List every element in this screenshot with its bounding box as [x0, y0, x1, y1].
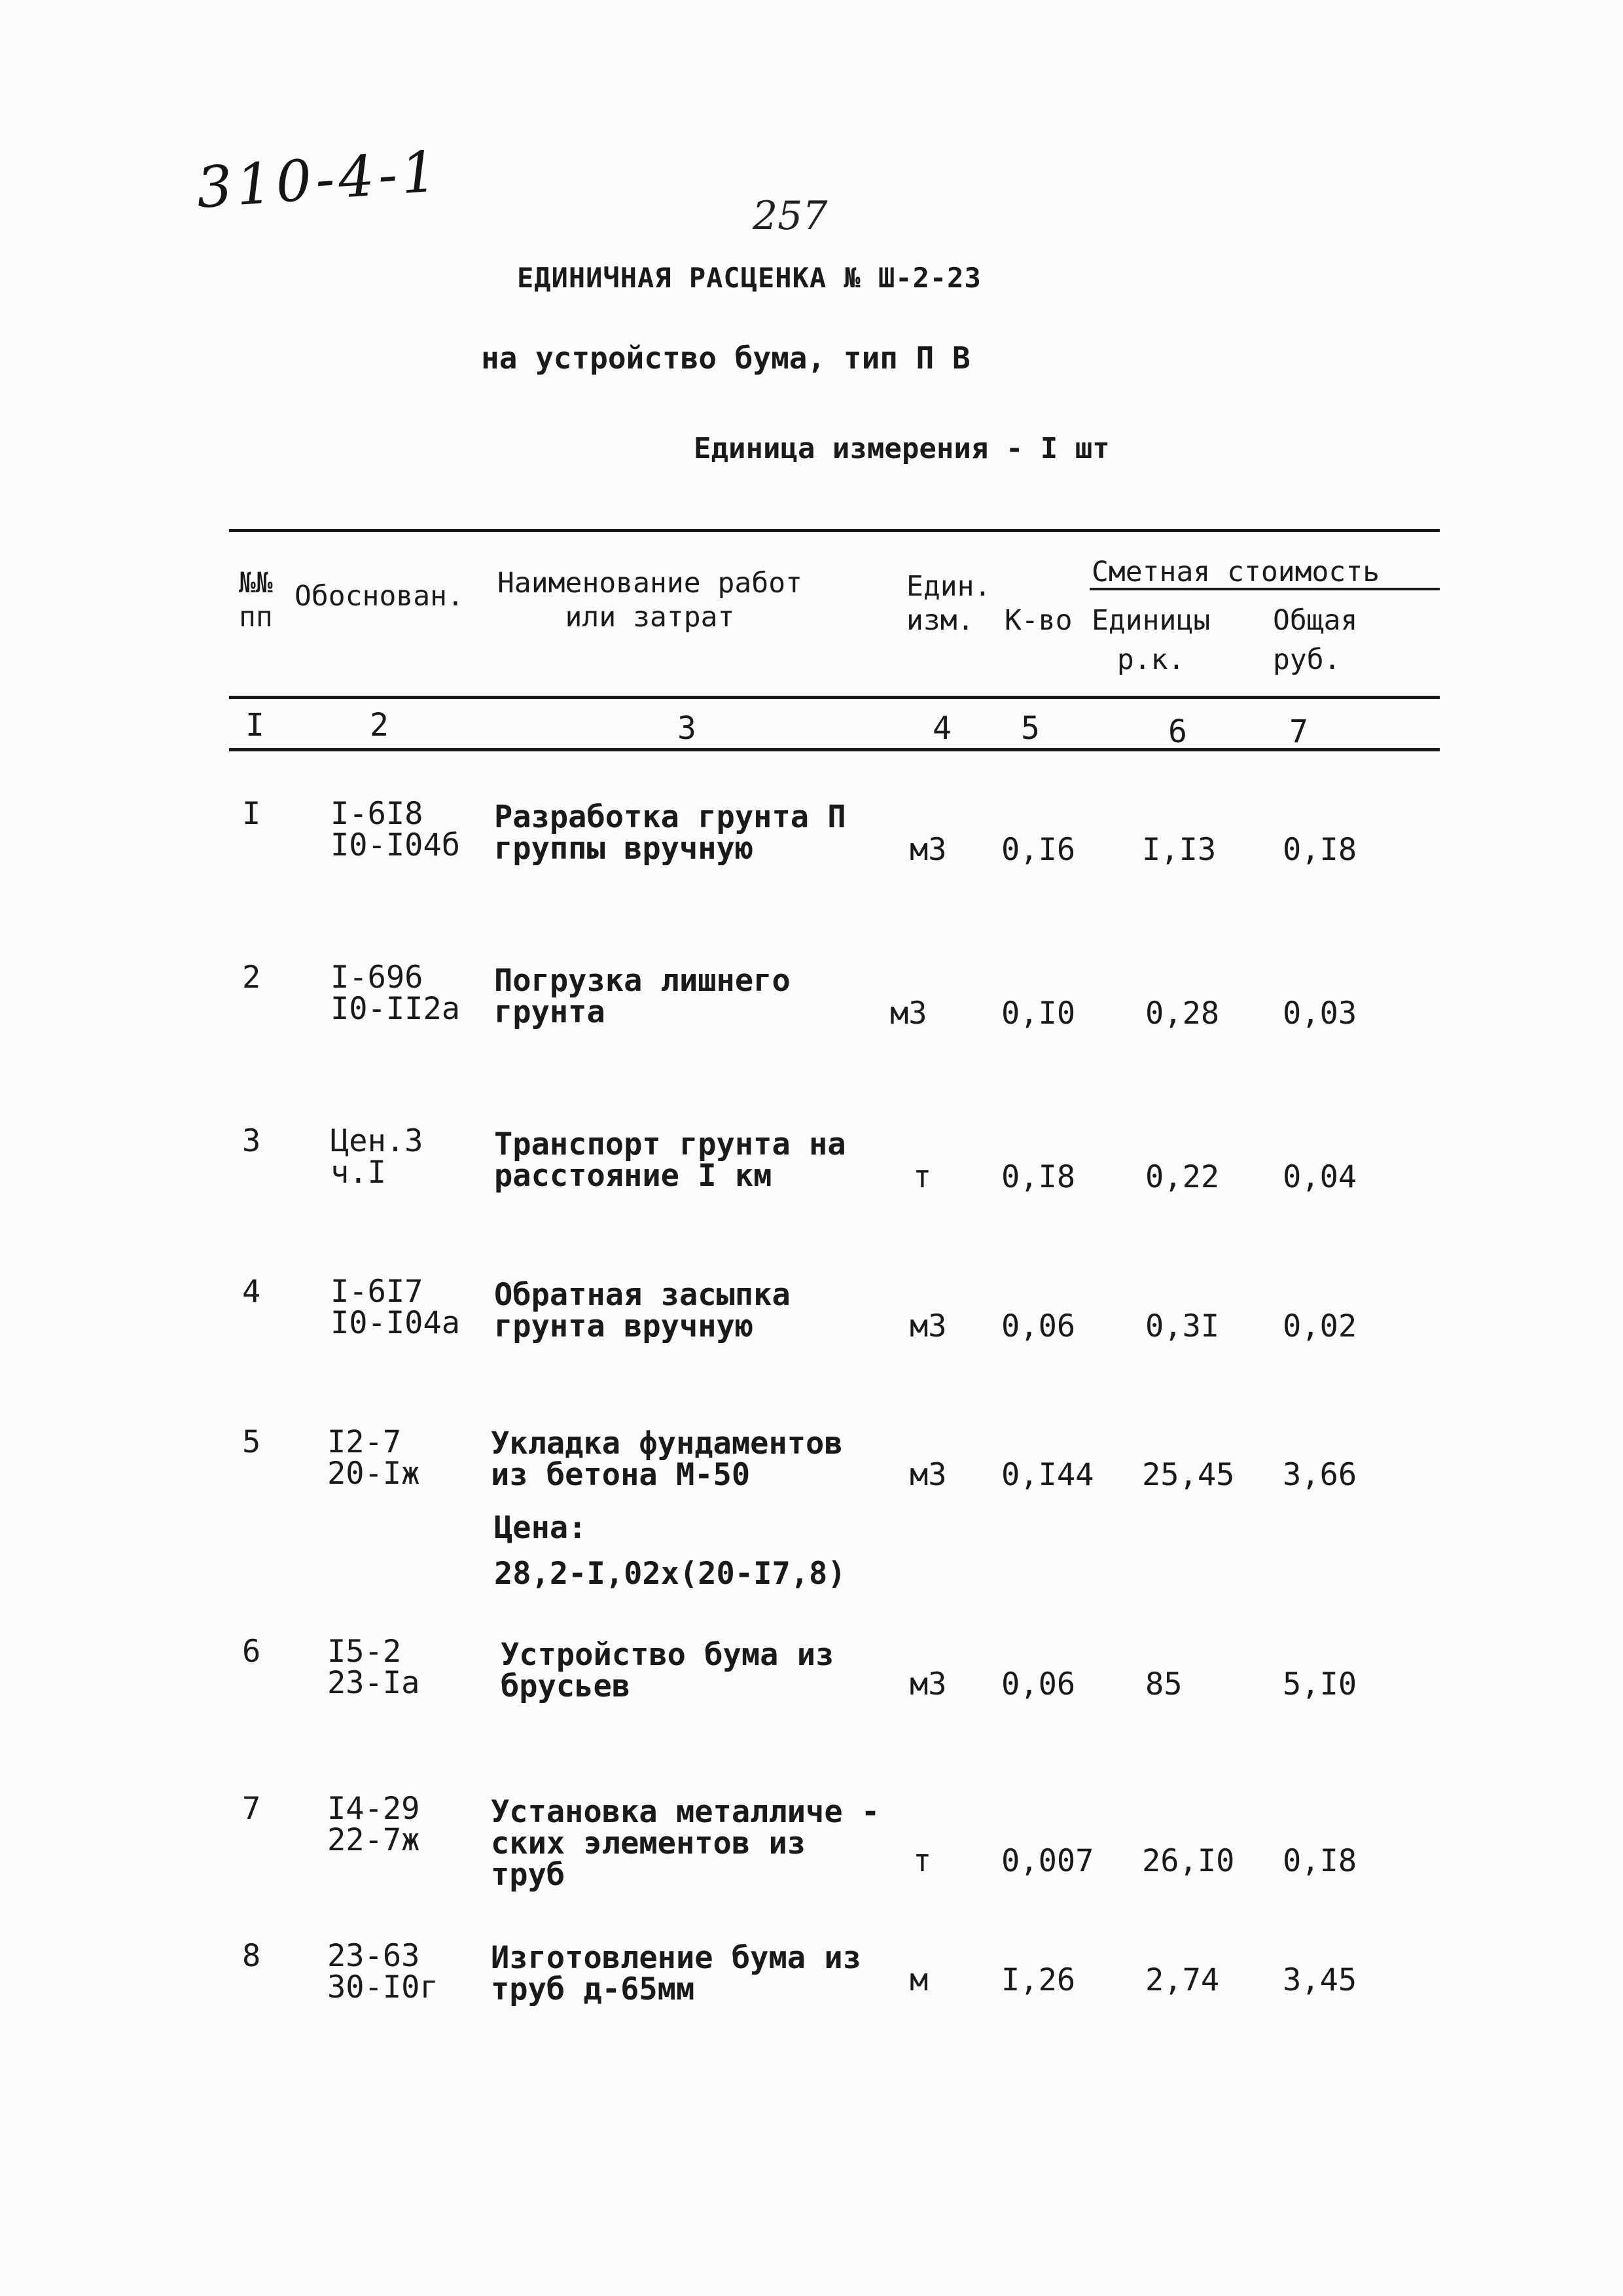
row-price-note-formula: 28,2-I,02х(20-I7,8)	[494, 1556, 846, 1592]
row-name-line1: Установка металличе -	[491, 1794, 880, 1830]
row-unit-price: 26,I0	[1142, 1843, 1235, 1879]
row-basis-line1: I4-29	[327, 1791, 420, 1827]
row-quantity: 0,I44	[1001, 1457, 1094, 1493]
row-name-line2: ских элементов из	[491, 1825, 806, 1861]
row-basis-line1: Цен.3	[330, 1123, 423, 1159]
row-basis	[330, 962, 460, 1025]
row-name-line1: Укладка фундаментов	[491, 1426, 843, 1462]
unit-of-measure-line: Единица измерения - I шт	[694, 432, 1110, 465]
row-unit-price: 2,74	[1145, 1962, 1220, 1998]
row-name	[494, 965, 791, 1028]
handwritten-code: 310-4-1	[194, 139, 443, 221]
row-name-line2: труб д-65мм	[491, 1971, 695, 2007]
header-unit-cost-line1: Единицы	[1092, 604, 1211, 637]
header-num-line1: №№	[239, 567, 273, 600]
row-basis	[330, 1123, 423, 1191]
row-number: 4	[242, 1274, 261, 1310]
row-name-line3: труб	[491, 1857, 565, 1893]
header-unit-cost	[1092, 603, 1210, 677]
column-number: 5	[1021, 710, 1040, 747]
row-basis-line1: I5-2	[327, 1634, 402, 1670]
row-name-line2: грунта вручную	[494, 1308, 754, 1344]
row-number: I	[242, 796, 261, 832]
row-basis-line2: I0-I04б	[330, 827, 461, 863]
row-unit: т	[913, 1159, 932, 1195]
header-unit-line2: изм.	[906, 604, 974, 637]
row-name	[491, 1794, 880, 1893]
header-name-line2: или затрат	[565, 601, 735, 634]
row-name-line1: Разработка грунта П	[494, 799, 846, 835]
column-number: 4	[933, 710, 952, 747]
column-number: 7	[1289, 713, 1308, 750]
row-name-line2: группы вручную	[494, 831, 754, 867]
row-name	[501, 1637, 834, 1704]
header-unit	[906, 569, 991, 637]
column-number: I	[245, 707, 264, 744]
row-number: 8	[242, 1938, 261, 1974]
row-name-line1: Транспорт грунта на	[494, 1126, 846, 1162]
row-basis	[327, 1793, 419, 1856]
row-total: 0,03	[1283, 996, 1357, 1031]
row-name-line2: грунта	[494, 994, 605, 1030]
document-subtitle: на устройство бума, тип П В	[481, 340, 971, 376]
row-quantity: 0,007	[1001, 1843, 1094, 1879]
row-quantity: 0,I0	[1001, 996, 1076, 1031]
row-basis-line2: 20-Iж	[327, 1456, 420, 1492]
document-title: ЕДИНИЧНАЯ РАСЦЕНКА № Ш-2-23	[517, 262, 982, 294]
row-basis	[327, 1424, 420, 1492]
row-name	[491, 1940, 861, 2007]
row-number: 2	[242, 960, 261, 996]
header-qty: К-во	[1005, 604, 1073, 637]
header-unit-cost-line2: р.к.	[1116, 643, 1185, 676]
row-name-line1: Изготовление бума из	[491, 1940, 861, 1976]
header-basis: Обоснован.	[294, 580, 464, 613]
row-total: 3,45	[1283, 1962, 1357, 1998]
row-quantity: 0,I6	[1001, 832, 1076, 868]
row-name	[491, 1428, 843, 1491]
row-number: 5	[242, 1424, 261, 1460]
page-number: 257	[753, 193, 828, 239]
column-numbers-rule	[229, 748, 1440, 751]
row-basis-line1: I-6I7	[330, 1274, 423, 1310]
header-total-line1: Общая	[1273, 604, 1358, 637]
row-unit: т	[913, 1843, 932, 1879]
row-unit-price: 85	[1145, 1666, 1183, 1702]
table-top-rule	[229, 529, 1440, 532]
row-name	[494, 799, 846, 867]
row-unit-price: 0,28	[1145, 996, 1220, 1031]
row-total: 5,I0	[1283, 1666, 1357, 1702]
row-number: 3	[242, 1123, 261, 1159]
row-unit-price: I,I3	[1142, 832, 1217, 868]
row-quantity: 0,I8	[1001, 1159, 1076, 1195]
row-quantity: 0,06	[1001, 1308, 1076, 1344]
header-unit-line1: Един.	[906, 570, 991, 603]
row-basis-line2: 23-Iа	[327, 1665, 420, 1701]
column-number: 6	[1168, 713, 1187, 750]
row-name-line1: Устройство бума из	[501, 1637, 834, 1673]
header-num-line2: пп	[239, 601, 273, 634]
header-name-line1: Наименование работ	[497, 567, 802, 600]
row-price-note	[494, 1505, 846, 1597]
row-unit-price: 25,45	[1142, 1457, 1235, 1493]
row-unit: м	[910, 1962, 929, 1998]
row-unit: м3	[910, 1457, 947, 1493]
row-quantity: I,26	[1001, 1962, 1076, 1998]
row-basis-line1: I-696	[330, 960, 423, 996]
row-basis-line2: ч.I	[330, 1155, 386, 1191]
row-name-line2: из бетона М-50	[491, 1457, 751, 1493]
row-total: 0,04	[1283, 1159, 1357, 1195]
row-basis-line1: I2-7	[327, 1424, 402, 1460]
row-unit-price: 0,22	[1145, 1159, 1220, 1195]
row-basis-line2: 30-I0г	[327, 1969, 438, 2005]
header-total	[1273, 603, 1357, 677]
header-cost-group: Сметная стоимость	[1092, 556, 1380, 588]
row-basis	[327, 1938, 438, 2005]
row-basis-line1: 23-63	[327, 1938, 420, 1974]
row-price-note-line1: Цена:	[494, 1510, 587, 1546]
column-number: 2	[370, 707, 389, 744]
row-name	[494, 1126, 846, 1194]
row-name-line1: Обратная засыпка	[494, 1277, 791, 1313]
row-unit: м3	[890, 996, 927, 1031]
row-quantity: 0,06	[1001, 1666, 1076, 1702]
row-basis	[327, 1636, 419, 1699]
row-number: 6	[242, 1634, 261, 1670]
column-number: 3	[677, 710, 696, 747]
row-name	[494, 1277, 791, 1344]
row-unit-price: 0,3I	[1145, 1308, 1220, 1344]
row-basis-line2: I0-I04а	[330, 1305, 461, 1341]
row-basis	[330, 798, 460, 861]
row-basis-line1: I-6I8	[330, 796, 423, 832]
row-unit: м3	[910, 1666, 947, 1702]
header-name	[497, 566, 802, 634]
row-name-line2: брусьев	[501, 1668, 631, 1704]
row-unit: м3	[910, 832, 947, 868]
row-basis	[330, 1276, 460, 1339]
row-name-line2: расстояние I км	[494, 1158, 772, 1194]
header-total-line2: руб.	[1273, 643, 1341, 676]
header-bottom-rule	[229, 696, 1440, 699]
row-basis-line2: 22-7ж	[327, 1822, 420, 1858]
row-name-line1: Погрузка лишнего	[494, 963, 791, 999]
row-total: 0,I8	[1283, 832, 1357, 868]
row-total: 0,I8	[1283, 1843, 1357, 1879]
header-num	[239, 566, 273, 634]
row-total: 3,66	[1283, 1457, 1357, 1493]
row-total: 0,02	[1283, 1308, 1357, 1344]
row-basis-line2: I0-II2а	[330, 991, 461, 1027]
row-unit: м3	[910, 1308, 947, 1344]
row-number: 7	[242, 1791, 261, 1827]
